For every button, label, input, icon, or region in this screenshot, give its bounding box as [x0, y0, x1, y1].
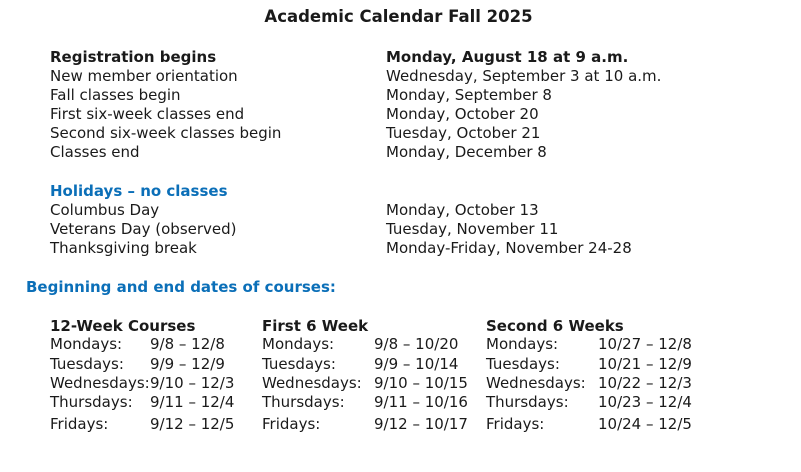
- course-range: 10/27 – 12/8: [598, 335, 692, 353]
- course-day: Mondays:: [262, 335, 335, 353]
- event-label-classes-begin: Fall classes begin: [50, 86, 181, 104]
- course-range: 9/9 – 10/14: [374, 355, 459, 373]
- course-day: Mondays:: [50, 335, 123, 353]
- course-range: 9/8 – 12/8: [150, 335, 225, 353]
- courses-heading: Beginning and end dates of courses:: [26, 278, 336, 296]
- course-day: Thursdays:: [262, 393, 345, 411]
- course-day: Fridays:: [50, 415, 109, 433]
- holiday-label-thanksgiving: Thanksgiving break: [50, 239, 197, 257]
- course-range: 9/10 – 10/15: [374, 374, 468, 392]
- course-day: Fridays:: [486, 415, 545, 433]
- course-range: 9/12 – 10/17: [374, 415, 468, 433]
- event-date-orientation: Wednesday, September 3 at 10 a.m.: [386, 67, 662, 85]
- course-range: 9/11 – 12/4: [150, 393, 235, 411]
- event-label-first-six-end: First six-week classes end: [50, 105, 245, 123]
- course-day: Wednesdays:: [50, 374, 150, 392]
- course-group-title: Second 6 Weeks: [486, 317, 624, 335]
- course-day: Fridays:: [262, 415, 321, 433]
- event-date-classes-end: Monday, December 8: [386, 143, 547, 161]
- course-range: 10/23 – 12/4: [598, 393, 692, 411]
- event-label-second-six-begin: Second six-week classes begin: [50, 124, 282, 142]
- course-range: 9/12 – 12/5: [150, 415, 235, 433]
- course-day: Wednesdays:: [262, 374, 362, 392]
- course-day: Mondays:: [486, 335, 559, 353]
- course-day: Tuesdays:: [486, 355, 560, 373]
- course-range: 9/9 – 12/9: [150, 355, 225, 373]
- holidays-heading: Holidays – no classes: [50, 182, 228, 200]
- page-title: Academic Calendar Fall 2025: [264, 7, 533, 26]
- course-range: 9/8 – 10/20: [374, 335, 459, 353]
- course-range: 10/24 – 12/5: [598, 415, 692, 433]
- event-date-second-six-begin: Tuesday, October 21: [386, 124, 541, 142]
- event-date-classes-begin: Monday, September 8: [386, 86, 552, 104]
- course-day: Thursdays:: [486, 393, 569, 411]
- holiday-label-veterans: Veterans Day (observed): [50, 220, 237, 238]
- course-group-title: 12-Week Courses: [50, 317, 196, 335]
- holiday-date-veterans: Tuesday, November 11: [386, 220, 559, 238]
- course-range: 9/11 – 10/16: [374, 393, 468, 411]
- event-date-registration: Monday, August 18 at 9 a.m.: [386, 48, 629, 66]
- course-day: Wednesdays:: [486, 374, 586, 392]
- holiday-date-columbus: Monday, October 13: [386, 201, 539, 219]
- course-day: Tuesdays:: [262, 355, 336, 373]
- holiday-date-thanksgiving: Monday-Friday, November 24-28: [386, 239, 632, 257]
- course-day: Tuesdays:: [50, 355, 124, 373]
- course-day: Thursdays:: [50, 393, 133, 411]
- event-label-registration: Registration begins: [50, 48, 217, 66]
- holiday-label-columbus: Columbus Day: [50, 201, 160, 219]
- course-range: 9/10 – 12/3: [150, 374, 235, 392]
- event-label-classes-end: Classes end: [50, 143, 140, 161]
- course-range: 10/21 – 12/9: [598, 355, 692, 373]
- event-date-first-six-end: Monday, October 20: [386, 105, 539, 123]
- event-label-orientation: New member orientation: [50, 67, 238, 85]
- course-range: 10/22 – 12/3: [598, 374, 692, 392]
- course-group-title: First 6 Week: [262, 317, 369, 335]
